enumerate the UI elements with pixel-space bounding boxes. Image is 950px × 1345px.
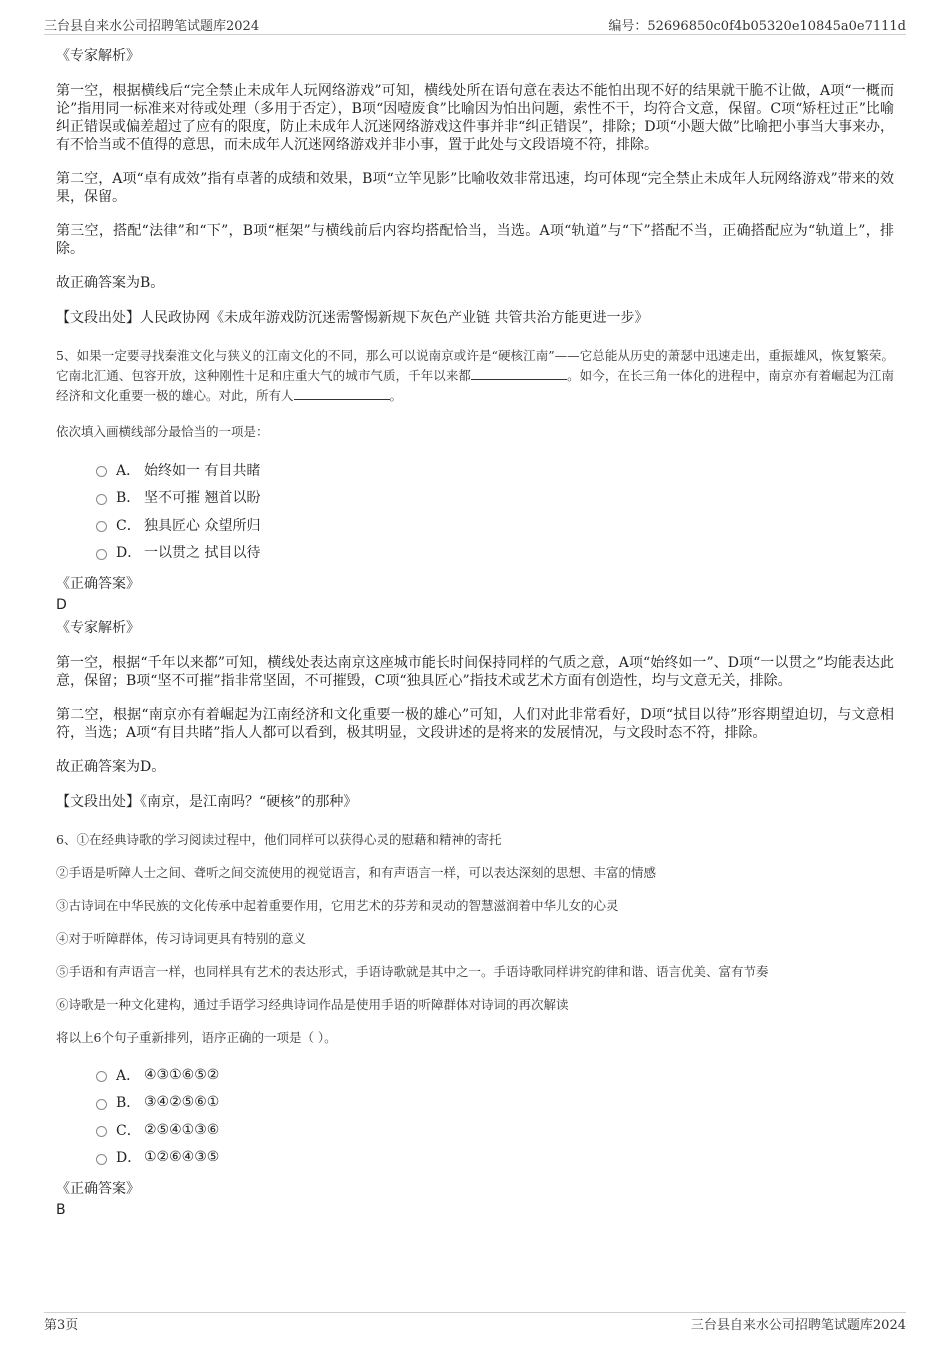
- option-a[interactable]: [96, 1061, 894, 1089]
- question-6-sentence: ③古诗词在中华民族的文化传承中起着重要作用，它用艺术的芬芳和灵动的智慧滋润着中华儿女的心灵: [56, 898, 619, 913]
- correct-answer-label: 《正确答案》: [56, 1181, 140, 1197]
- question-6-sentence: ⑤手语和有声语言一样，也同样具有艺术的表达形式，手语诗歌就是其中之一。手语诗歌同样讲究韵律和谐、语言优美、富有节奏: [56, 964, 769, 979]
- option-text: ①②⑥④③⑤: [144, 1149, 220, 1166]
- option-text: 始终如一 有目共睹: [144, 462, 261, 479]
- question-6-sentence: ④对于听障群体，传习诗词更具有特别的意义: [56, 931, 307, 946]
- header-title: 三台县自来水公司招聘笔试题库2024: [44, 18, 260, 34]
- page-footer: [44, 1312, 906, 1333]
- radio-button-icon[interactable]: [96, 494, 107, 505]
- question-6-sentence: ⑥诗歌是一种文化建构，通过手语学习经典诗词作品是使用手语的听障群体对诗词的再次解读: [56, 997, 569, 1012]
- fill-blank-1: [471, 367, 567, 380]
- question-6-options: [96, 1061, 894, 1171]
- analysis-paragraph: 第二空，根据“南京亦有着崛起为江南经济和文化重要一极的雄心”可知，人们对此非常看好，D项“拭目以待”形容期望迫切，与文意相符，当选；A项“有目共睹”指人人都可以看到，极其明显，文段讲述的是将来的发展情况，与文段时态不符，排除。: [56, 707, 894, 741]
- question-5-text-part1: 5、如果一定要寻找秦淮文化与狭义的江南文化的不同，那么可以说南京或许是“硬核江南”——它总能从历史的萧瑟中迅速走出，重振雄风，恢复繁荣。它南北汇通、包容开放，这种刚性十足和庄重大气的城市气质，千年以来都: [56, 348, 894, 383]
- option-letter: A．: [116, 1067, 141, 1084]
- option-d[interactable]: [96, 1144, 894, 1172]
- question-6-sentence: ②手语是听障人士之间、聋听之间交流使用的视觉语言，和有声语言一样，可以表达深刻的思想、丰富的情感: [56, 865, 657, 880]
- correct-answer-label: 《正确答案》: [56, 576, 140, 592]
- question-5-prompt: 依次填入画横线部分最恰当的一项是：: [56, 424, 269, 439]
- option-a[interactable]: [96, 456, 894, 484]
- option-letter: A．: [116, 462, 141, 479]
- analysis-conclusion: 故正确答案为D。: [56, 759, 166, 775]
- radio-button-icon[interactable]: [96, 1071, 107, 1082]
- option-text: 一以贯之 拭目以待: [144, 545, 261, 562]
- option-b[interactable]: [96, 484, 894, 512]
- option-text: ②⑤④①③⑥: [144, 1121, 220, 1138]
- option-letter: D．: [116, 545, 142, 562]
- radio-button-icon[interactable]: [96, 466, 107, 477]
- radio-button-icon[interactable]: [96, 1154, 107, 1165]
- page-content: [56, 44, 894, 1223]
- option-text: ③④②⑤⑥①: [144, 1094, 220, 1111]
- correct-answer-value: B: [56, 1202, 66, 1218]
- question-6-prompt: 将以上6个句子重新排列，语序正确的一项是（ ）。: [56, 1030, 337, 1045]
- page-number: 第3页: [44, 1317, 79, 1333]
- source-citation: 【文段出处】人民政协网《未成年游戏防沉迷需警惕新规下灰色产业链 共管共治方能更进一步》: [56, 310, 649, 326]
- analysis-conclusion: 故正确答案为B。: [56, 275, 165, 291]
- radio-button-icon[interactable]: [96, 1126, 107, 1137]
- question-5-text-part2: 。如今，在长三角一体化的进程中，南京亦有着崛起为江南经济和文化重要一极的雄心。对此，所有人: [56, 368, 894, 403]
- question-6-sentence: 6、①在经典诗歌的学习阅读过程中，他们同样可以获得心灵的慰藉和精神的寄托: [56, 832, 502, 847]
- option-c[interactable]: [96, 511, 894, 539]
- option-d[interactable]: [96, 539, 894, 567]
- header-serial: 编号：52696850c0f4b05320e10845a0e7111d: [608, 18, 906, 34]
- page-header: [44, 14, 906, 35]
- source-citation: 【文段出处】《南京，是江南吗？“硬核”的那种》: [56, 794, 358, 810]
- footer-title: 三台县自来水公司招聘笔试题库2024: [690, 1317, 906, 1333]
- question-5-text-part3: 。: [389, 388, 403, 403]
- option-letter: B．: [116, 490, 141, 507]
- radio-button-icon[interactable]: [96, 1099, 107, 1110]
- analysis-paragraph: 第三空，搭配“法律”和“下”，B项“框架”与横线前后内容均搭配恰当，当选。A项“轨道”与“下”搭配不当，正确搭配应为“轨道上”，排除。: [56, 223, 894, 257]
- radio-button-icon[interactable]: [96, 521, 107, 532]
- option-letter: B．: [116, 1095, 141, 1112]
- option-letter: C．: [116, 1122, 141, 1139]
- analysis-paragraph: 第二空，A项“卓有成效”指有卓著的成绩和效果，B项“立竿见影”比喻收效非常迅速，均可体现“完全禁止未成年人玩网络游戏”带来的效果，保留。: [56, 171, 894, 205]
- option-c[interactable]: [96, 1116, 894, 1144]
- option-letter: C．: [116, 517, 141, 534]
- option-b[interactable]: [96, 1089, 894, 1117]
- analysis-paragraph: 第一空，根据“千年以来都”可知，横线处表达南京这座城市能长时间保持同样的气质之意，A项“始终如一”、D项“一以贯之”均能表达此意，保留；B项“坚不可摧”指非常坚固，不可摧毁，C项“独具匠心”指技术或艺术方面有创造性，均与文意无关，排除。: [56, 655, 894, 689]
- question-5-text: [56, 346, 894, 406]
- option-text: ④③①⑥⑤②: [144, 1066, 220, 1083]
- fill-blank-2: [294, 387, 390, 400]
- option-text: 坚不可摧 翘首以盼: [144, 490, 261, 507]
- expert-analysis-label: 《专家解析》: [56, 620, 140, 636]
- option-letter: D．: [116, 1150, 142, 1167]
- analysis-paragraph: 第一空，根据横线后“完全禁止未成年人玩网络游戏”可知，横线处所在语句意在表达不能怕出现不好的结果就干脆不让做，A项“一概而论”指用同一标准来对待或处理（多用于否定），B项“因噎废食”比喻因为怕出问题，索性不干，均符合文意，保留。C项“矫枉过正”比喻纠正错误或偏差超过了应有的限度，防止未成年人沉迷网络游戏这件事并非“纠正错误”，排除；D项“小题大做”比喻把小事当大事来办，有不恰当或不值得的意思，而未成年人沉迷网络游戏并非小事，置于此处与文段语境不符，排除。: [56, 83, 894, 153]
- radio-button-icon[interactable]: [96, 549, 107, 560]
- correct-answer-value: D: [56, 597, 67, 613]
- expert-analysis-label: 《专家解析》: [56, 48, 140, 64]
- option-text: 独具匠心 众望所归: [144, 517, 261, 534]
- question-5-options: [96, 456, 894, 566]
